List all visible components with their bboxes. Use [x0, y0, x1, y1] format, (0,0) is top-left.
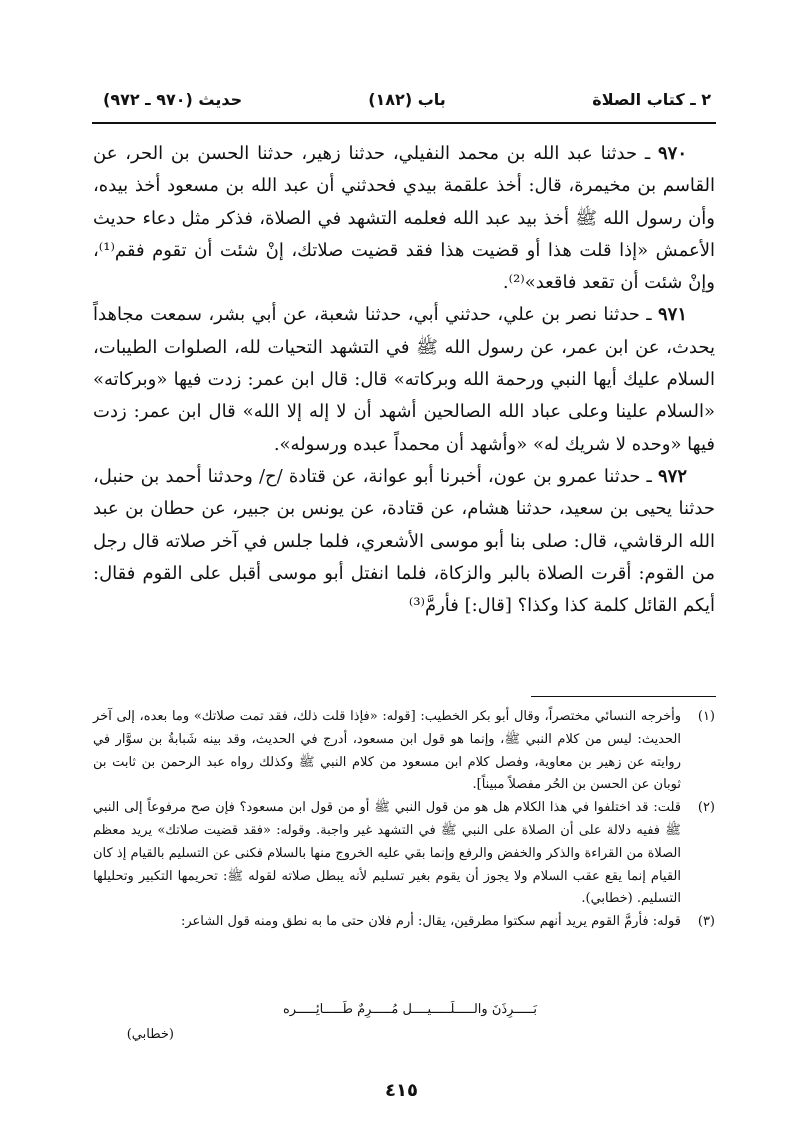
footnote-text: وأخرجه النسائي مختصراً، وقال أبو بكر الخطيب: [قوله: «فإذا قلت ذلك، فقد تمت صلاتك» وما بعده، إلى آخر الحديث: ليس من كلام النبي ﷺ، وإنما هو قول ابن مسعود، أدرج في الحديث، وقد بينه شَبابةُ بن سوَّار في روايته عن زهير بن معاوية، وفصل كلام ابن مسعود من كلام النبي ﷺ وكذلك رواه عبد الرحمن بن ثابت بن ثوبان عن الحسن بن الحُر مفصلاً مبيناً].	[93, 709, 681, 793]
running-header	[103, 88, 711, 118]
hadith-number: ٩٧٢	[657, 465, 687, 487]
hadith-paragraph	[93, 461, 715, 622]
footnotes	[93, 706, 715, 934]
poetry-verse: بَـــــرِذَنَ والـــــلَـــــيــــل مُـــــرِمٌ طَـــــائِـــــره	[282, 1002, 538, 1017]
footnote	[93, 911, 715, 934]
footnote-number: (٢)	[697, 800, 715, 816]
hadith-number: ٩٧٠	[657, 143, 687, 164]
footnote-number: (١)	[697, 709, 715, 724]
hadith-range: (٩٧٠ ـ ٩٧٢) حديث	[103, 90, 243, 109]
hadith-text: ـ حدثنا عمرو بن عون، أخبرنا أبو عوانة، عن قتادة /ح/ وحدثنا أحمد بن حنبل، حدثنا يحيى بن سعيد، حدثنا هشام، عن قتادة، عن يونس بن جبير، عن حطان بن عبد الله الرقاشي، قال: صلى بنا أبو موسى الأشعري، فلما جلس في آخر صلاته قال رجل من القوم: أقرت الصلاة بالبر والزكاة، فلما انفتل أبو موسى أقبل على القوم فقال: أيكم القائل كلمة كذا وكذا؟ [قال:] فأرمَّ⁽³⁾	[93, 465, 715, 617]
footnote	[93, 706, 715, 797]
footnote	[93, 797, 715, 911]
hadith-number: ٩٧١	[657, 304, 687, 326]
footnote-text: قلت: قد اختلفوا في هذا الكلام هل هو من قول النبي ﷺ أو من قول ابن مسعود؟ فإن صح مرفوعاً إلى النبي ﷺ ففيه دلالة على أن الصلاة على النبي ﷺ في التشهد غير واجبة. وقوله: «فقد قضيت صلاتك» يريد معظم الصلاة من القراءة والذكر والخفض والرفع وإنما بقي عليه الخروج منها بالسلام فكنى عن التسليم بالقيام إذ كان القيام إنما يقع عقب السلام ولا يجوز أن يقوم بغير تسليم لأنه يبطل صلاته لقوله ﷺ: تحريمها التكبير وتحليلها التسليم. (خطابي).	[93, 800, 681, 907]
hadith-text: ـ حدثنا نصر بن علي، حدثني أبي، حدثنا شعبة، عن أبي بشر، سمعت مجاهداً يحدث، عن ابن عمر، عن رسول الله ﷺ في التشهد التحيات لله، الصلوات الطيبات، السلام عليك أيها النبي ورحمة الله وبركاته» قال: قال ابن عمر: زدت فيها «وبركاته» «السلام علينا وعلى عباد الله الصالحين أشهد أن لا إله إلا الله» قال ابن عمر: زدت فيها «وحده لا شريك له» «وأشهد أن محمداً عبده ورسوله».	[93, 304, 715, 455]
page-number: ٤١٥	[385, 1080, 418, 1101]
hadith-text: ـ حدثنا عبد الله بن محمد النفيلي، حدثنا زهير، حدثنا الحسن بن الحر، عن القاسم بن مخيمرة، قال: أخذ علقمة بيدي فحدثني أن عبد الله بن مسعود أخذ بيده، وأن رسول الله ﷺ أخذ بيد عبد الله فعلمه التشهد في الصلاة، فذكر مثل دعاء حديث الأعمش «إذا قلت هذا أو قضيت هذا فقد قضيت صلاتك، إنْ شئت أن تقوم فقم⁽¹⁾، وإنْ شئت أن تقعد فاقعد»⁽²⁾.	[93, 143, 715, 294]
hadith-paragraph	[93, 299, 715, 460]
book-title: ٢ ـ كتاب الصلاة	[592, 90, 711, 109]
chapter-label: (١٨٢) باب	[368, 90, 446, 109]
attribution: (خطابي)	[126, 1027, 174, 1042]
main-text	[93, 138, 715, 622]
footnote-divider	[531, 696, 716, 697]
footnote-text: قوله: فأرمَّ القوم يريد أنهم سكتوا مطرقين، يقال: أرم فلان حتى ما به نطق ومنه قول الشاعر:	[180, 914, 681, 930]
hadith-paragraph	[93, 138, 715, 299]
footnote-number: (٣)	[697, 914, 715, 930]
header-divider	[92, 122, 716, 124]
